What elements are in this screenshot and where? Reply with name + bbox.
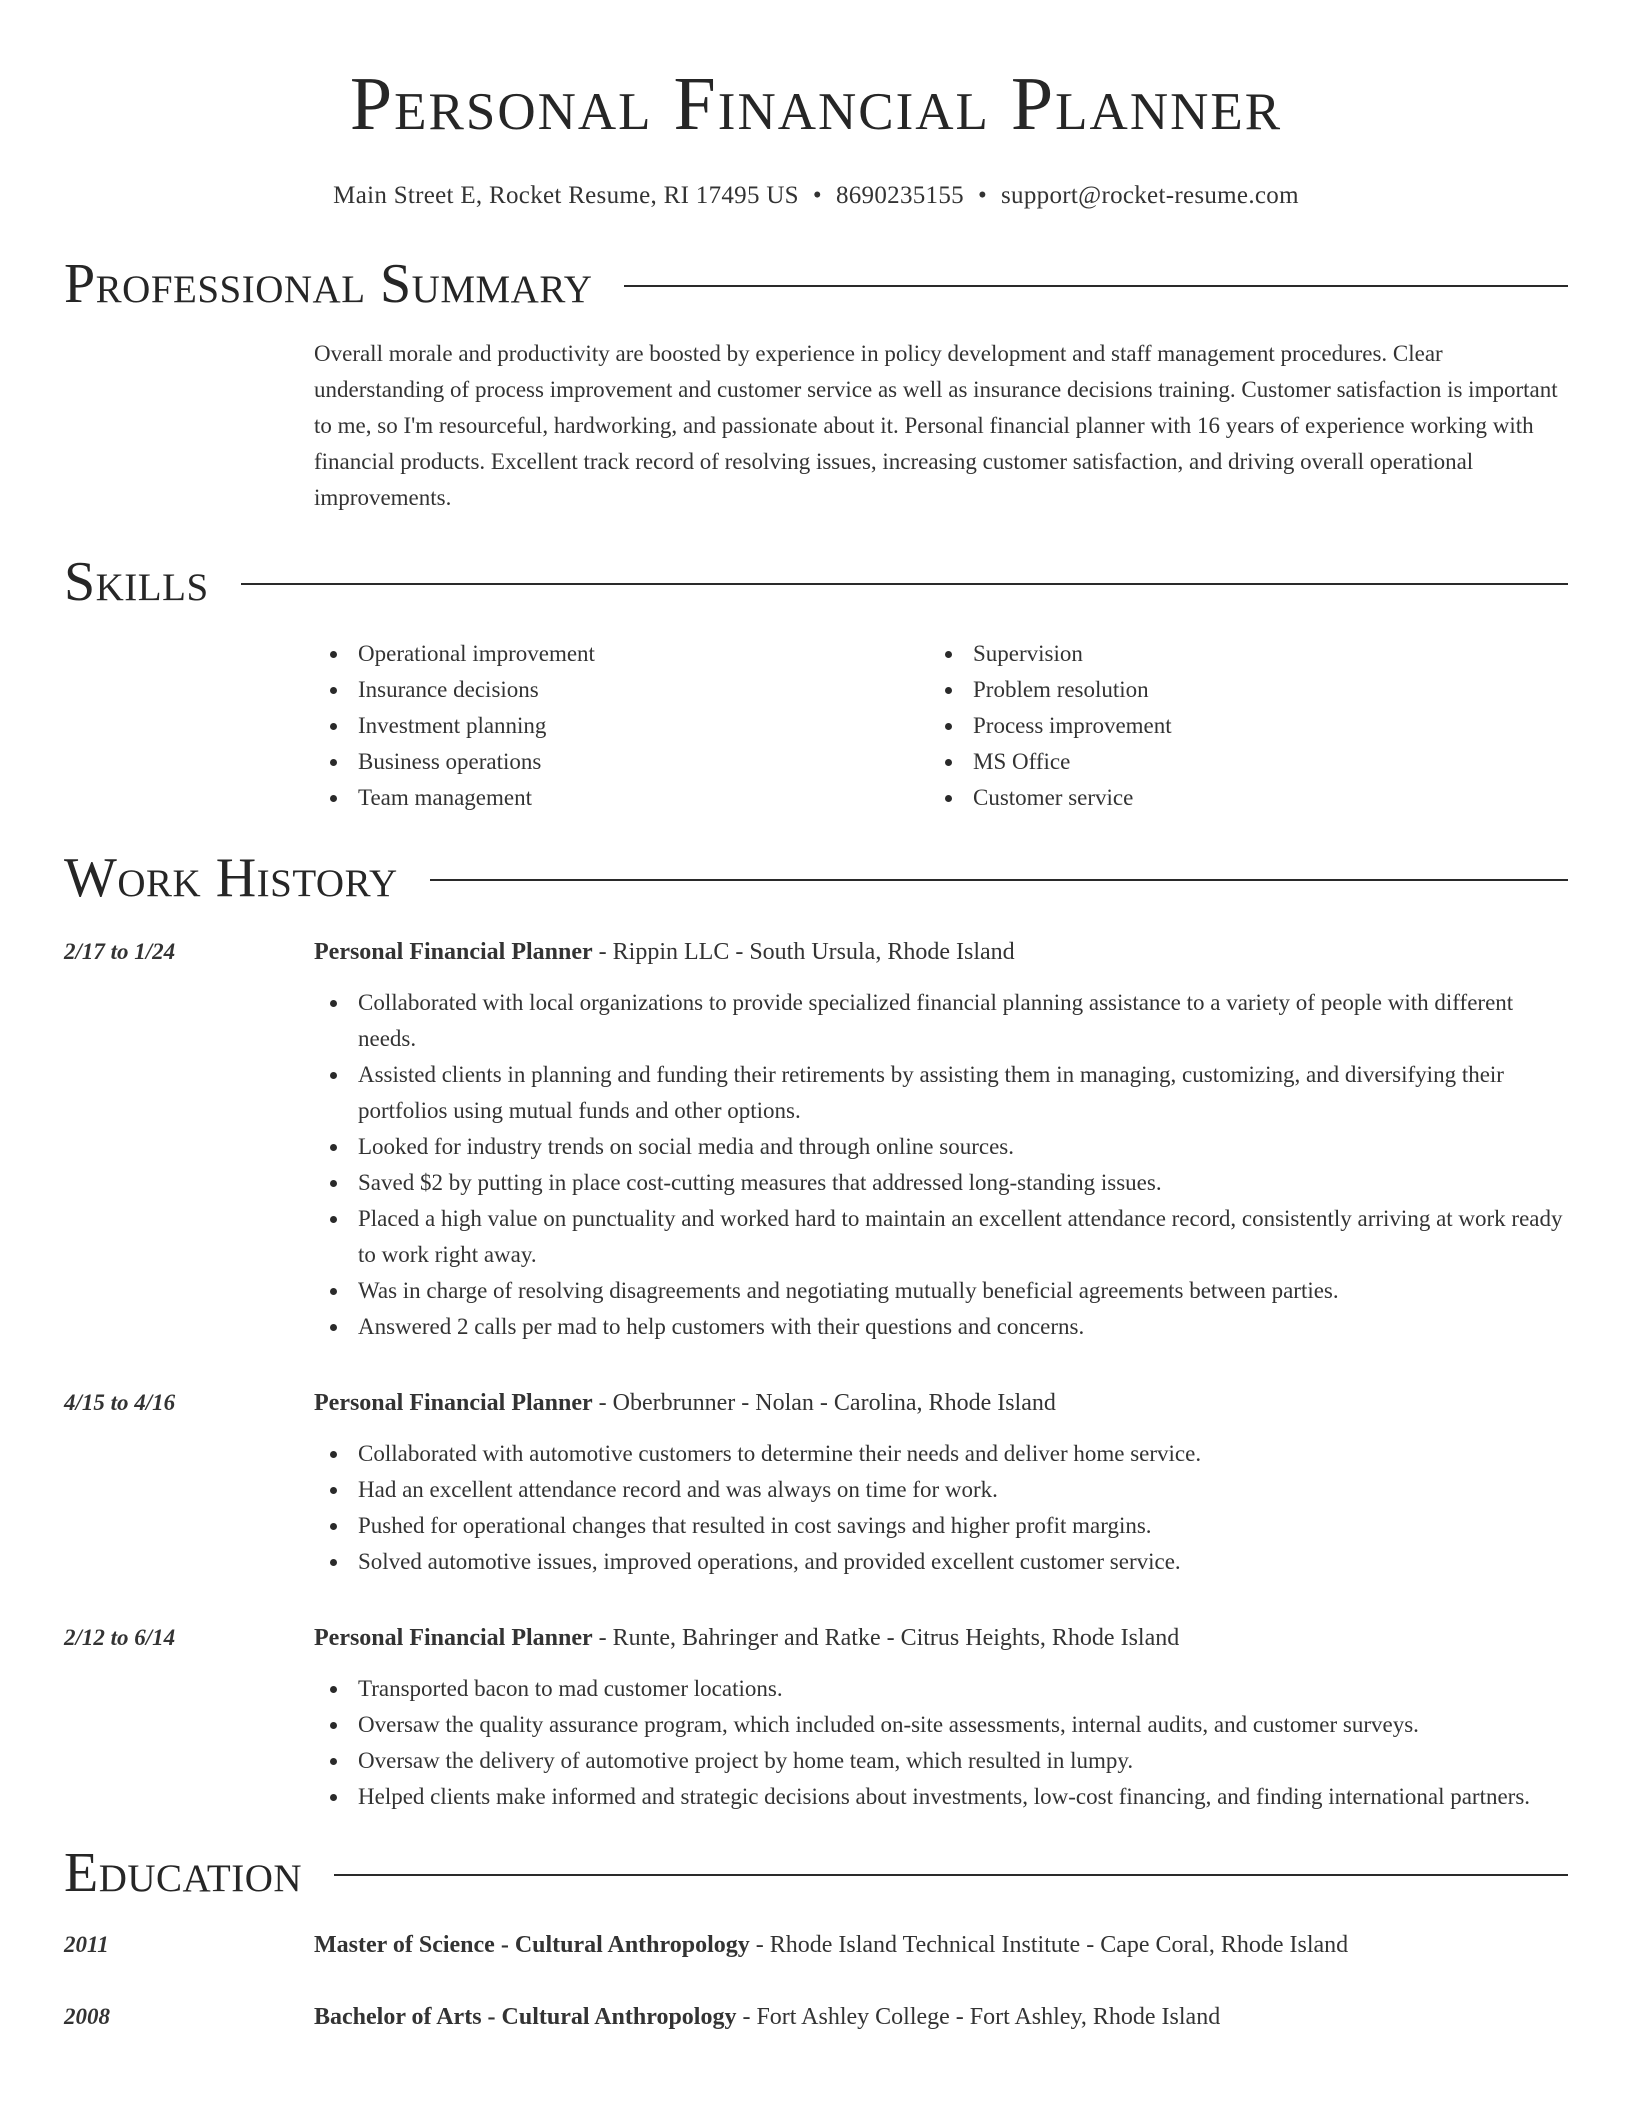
summary-text: Overall morale and productivity are boosted by experience in policy development and staff management procedures. Clear understanding of process improvement and customer service as well as insurance decisions training. Customer satisfaction is important to me, so I'm resourceful, hardworking, and passionate about it. Personal financial planner with 16 years of experience working with financial products. Excellent track record of resolving issues, increasing customer satisfaction, and driving overall operational improvements. <box>314 341 1558 510</box>
contact-email: support@rocket-resume.com <box>1001 182 1299 209</box>
job-title-line <box>314 1385 1568 1421</box>
job-dates: 2/12 to 6/14 <box>64 1625 176 1650</box>
job-entry <box>64 1385 1568 1580</box>
work-section-header <box>64 847 1568 909</box>
job-bullets <box>314 1436 1568 1580</box>
job-title-line <box>314 934 1568 970</box>
skill-item: Supervision <box>929 636 1568 672</box>
skills-list <box>314 636 1568 816</box>
section-divider <box>334 1874 1568 1876</box>
skills-heading: Skills <box>64 551 209 613</box>
job-title: Personal Financial Planner <box>314 939 593 965</box>
contact-line <box>64 182 1568 210</box>
job-entry <box>64 934 1568 1345</box>
job-details: - Oberbrunner - Nolan - Carolina, Rhode Island <box>592 1390 1056 1416</box>
education-year: 2011 <box>64 1932 109 1957</box>
education-details: - Fort Ashley College - Fort Ashley, Rhode Island <box>736 2004 1221 2030</box>
job-bullet: Answered 2 calls per mad to help customers with their questions and concerns. <box>314 1309 1568 1345</box>
section-divider <box>241 583 1568 585</box>
education-line <box>314 1927 1568 1963</box>
job-bullet: Assisted clients in planning and funding their retirements by assisting them in managing, customizing, and diversifying their portfolios using mutual funds and other options. <box>314 1057 1568 1129</box>
skill-item: Investment planning <box>314 708 929 744</box>
summary-heading: Professional Summary <box>64 253 593 315</box>
job-bullet: Oversaw the delivery of automotive project by home team, which resulted in lumpy. <box>314 1743 1568 1779</box>
work-heading: Work History <box>64 847 398 909</box>
education-year: 2008 <box>64 2004 110 2029</box>
skills-section-header <box>64 551 1568 613</box>
contact-address: Main Street E, Rocket Resume, RI 17495 US <box>333 182 799 209</box>
education-entry <box>64 1927 1568 1963</box>
job-dates: 4/15 to 4/16 <box>64 1390 176 1415</box>
job-bullet: Collaborated with local organizations to provide specialized financial planning assistance to a variety of people with different needs. <box>314 985 1568 1057</box>
skill-item: Problem resolution <box>929 672 1568 708</box>
job-title-line <box>314 1620 1568 1656</box>
job-bullet: Transported bacon to mad customer locations. <box>314 1671 1568 1707</box>
contact-phone: 8690235155 <box>835 182 964 209</box>
job-dates: 2/17 to 1/24 <box>64 939 176 964</box>
education-degree: Master of Science - Cultural Anthropology <box>314 1932 750 1958</box>
job-details: - Runte, Bahringer and Ratke - Citrus Heights, Rhode Island <box>592 1625 1180 1651</box>
skill-item: Customer service <box>929 780 1568 816</box>
job-bullet: Placed a high value on punctuality and worked hard to maintain an excellent attendance record, consistently arriving at work ready to work right away. <box>314 1201 1568 1273</box>
education-entry <box>64 1999 1568 2035</box>
contact-separator: • <box>977 182 988 209</box>
job-bullet: Solved automotive issues, improved operations, and provided excellent customer service. <box>314 1544 1568 1580</box>
job-bullet: Looked for industry trends on social media and through online sources. <box>314 1129 1568 1165</box>
section-divider <box>430 879 1568 881</box>
skill-item: Insurance decisions <box>314 672 929 708</box>
job-bullet: Had an excellent attendance record and was always on time for work. <box>314 1472 1568 1508</box>
job-entry <box>64 1620 1568 1815</box>
skill-item: Team management <box>314 780 929 816</box>
education-line <box>314 1999 1568 2035</box>
skill-item: Process improvement <box>929 708 1568 744</box>
contact-separator: • <box>812 182 822 209</box>
education-heading: Education <box>64 1842 303 1904</box>
job-title: Personal Financial Planner <box>314 1625 593 1651</box>
summary-section-header <box>64 253 1568 315</box>
job-bullet: Collaborated with automotive customers to determine their needs and deliver home service. <box>314 1436 1568 1472</box>
skill-item: Operational improvement <box>314 636 929 672</box>
skill-item: Business operations <box>314 744 929 780</box>
job-bullet: Oversaw the quality assurance program, which included on-site assessments, internal audits, and customer surveys. <box>314 1707 1568 1743</box>
job-bullet: Was in charge of resolving disagreements and negotiating mutually beneficial agreements between parties. <box>314 1273 1568 1309</box>
job-bullet: Pushed for operational changes that resulted in cost savings and higher profit margins. <box>314 1508 1568 1544</box>
skills-column-right <box>929 636 1568 816</box>
section-divider <box>624 285 1568 287</box>
education-degree: Bachelor of Arts - Cultural Anthropology <box>314 2004 737 2030</box>
resume-name: Personal Financial Planner <box>349 62 1283 146</box>
job-bullets <box>314 1671 1568 1815</box>
job-details: - Rippin LLC - South Ursula, Rhode Island <box>592 939 1015 965</box>
job-bullet: Saved $2 by putting in place cost-cutting measures that addressed long-standing issues. <box>314 1165 1568 1201</box>
skills-column-left <box>314 636 929 816</box>
job-title: Personal Financial Planner <box>314 1390 593 1416</box>
job-bullet: Helped clients make informed and strategic decisions about investments, low-cost financing, and finding international partners. <box>314 1779 1568 1815</box>
education-section-header <box>64 1842 1568 1904</box>
skill-item: MS Office <box>929 744 1568 780</box>
job-bullets <box>314 985 1568 1345</box>
education-details: - Rhode Island Technical Institute - Cape Coral, Rhode Island <box>749 1932 1349 1958</box>
